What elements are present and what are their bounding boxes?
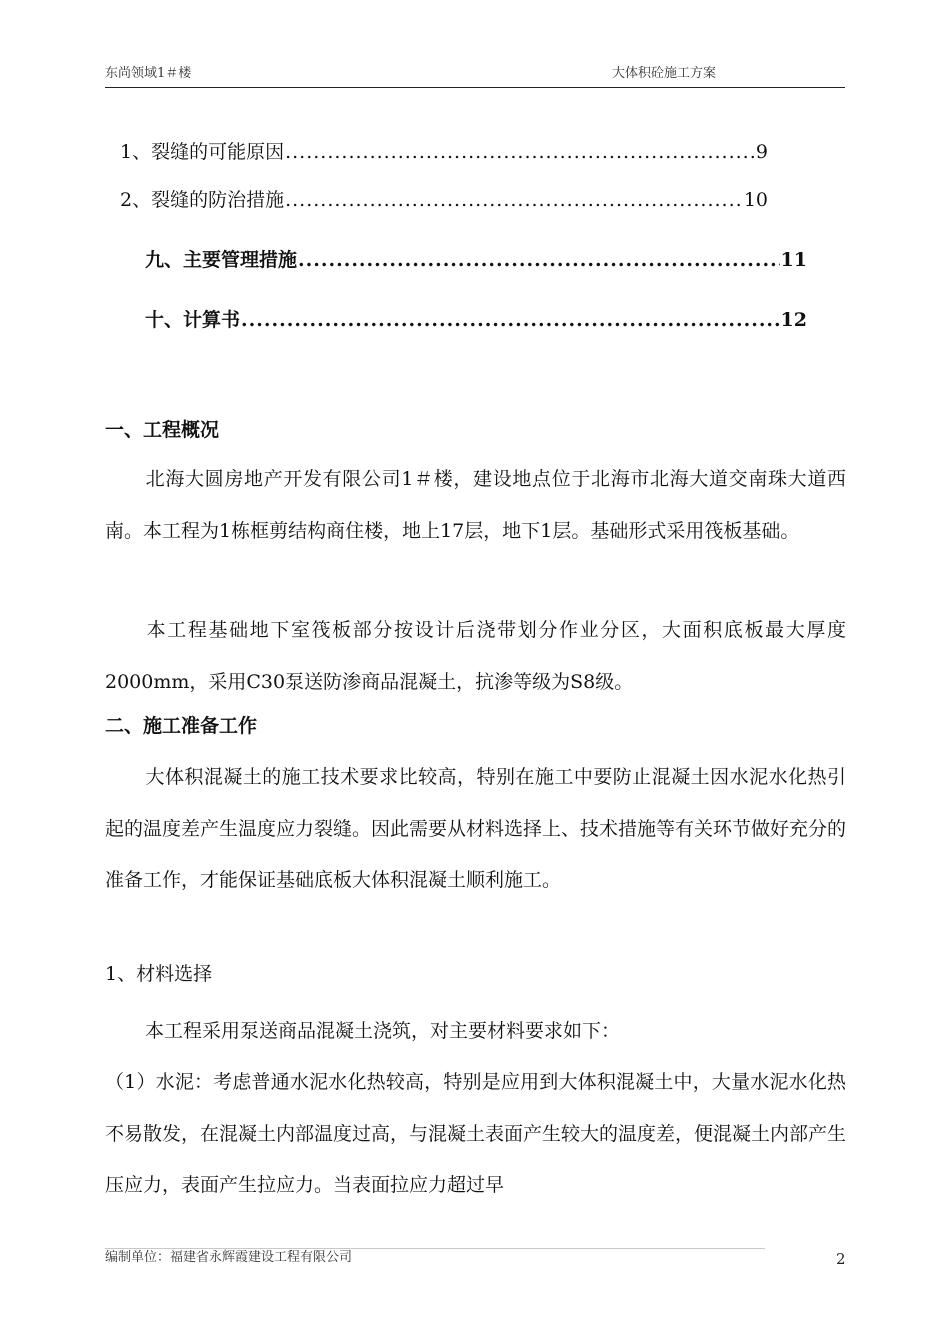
footer-divider (105, 1248, 765, 1249)
toc-entry-page: 11 (780, 249, 807, 271)
toc-leader-dots (298, 248, 780, 272)
paragraph-text: 北海大圆房地产开发有限公司1＃楼，建设地点位于北海市北海大道交南珠大道西南。本工程为1栋框剪结构商住楼，地上17层，地下1层。基础形式采用筏板基础。 (105, 468, 846, 542)
toc-entry-label: 2、裂缝的防治措施 (120, 189, 285, 211)
toc-entry[interactable] (120, 188, 768, 212)
section-heading-preparation: 二、施工准备工作 (105, 715, 258, 737)
header-divider (105, 87, 845, 88)
footer-company: 编制单位：福建省永辉霞建设工程有限公司 (105, 1250, 353, 1265)
toc-entry[interactable] (145, 248, 807, 272)
paragraph-text: 大体积混凝土的施工技术要求比较高，特别在施工中要防止混凝土因水泥水化热引起的温度差产生温度应力裂缝。因此需要从材料选择上、技术措施等有关环节做好充分的准备工作，才能保证基础底板大体积混凝土顺利施工。 (105, 766, 847, 891)
paragraph-text: （1）水泥：考虑普通水泥水化热较高，特别是应用到大体积混凝土中，大量水泥水化热不易散发，在混凝土内部温度过高，与混凝土表面产生较大的温度差，便混凝土内部产生压应力，表面产生拉应力。当表面拉应力超过早 (105, 1071, 847, 1196)
paragraph-text: 本工程基础地下室筏板部分按设计后浇带划分作业分区，大面积底板最大厚度2000mm，采用C30泵送防渗商品混凝土，抗渗等级为S8级。 (105, 619, 846, 693)
body-paragraph (105, 605, 846, 708)
toc-entry[interactable] (145, 308, 807, 332)
body-paragraph (105, 454, 846, 557)
toc-leader-dots (285, 188, 743, 212)
toc-leader-dots (285, 140, 755, 164)
subsection-heading-materials: 1、材料选择 (105, 963, 213, 985)
toc-entry[interactable] (120, 140, 768, 164)
body-paragraph (105, 1057, 846, 1212)
header-document-title: 大体积砼施工方案 (612, 66, 717, 81)
toc-entry-page: 10 (743, 189, 768, 211)
toc-leader-dots (241, 308, 780, 332)
body-paragraph (105, 1006, 846, 1058)
toc-entry-label: 九、主要管理措施 (145, 249, 298, 271)
paragraph-text: 本工程采用泵送商品混凝土浇筑，对主要材料要求如下： (145, 1020, 621, 1042)
page-number: 2 (836, 1250, 846, 1268)
body-paragraph (105, 752, 846, 907)
header-project-name: 东尚领域1＃楼 (105, 66, 192, 81)
toc-entry-label: 十、计算书 (145, 309, 241, 331)
toc-entry-label: 1、裂缝的可能原因 (120, 141, 285, 163)
toc-entry-page: 9 (755, 141, 768, 163)
toc-entry-page: 12 (780, 309, 807, 331)
section-heading-overview: 一、工程概况 (105, 419, 220, 441)
